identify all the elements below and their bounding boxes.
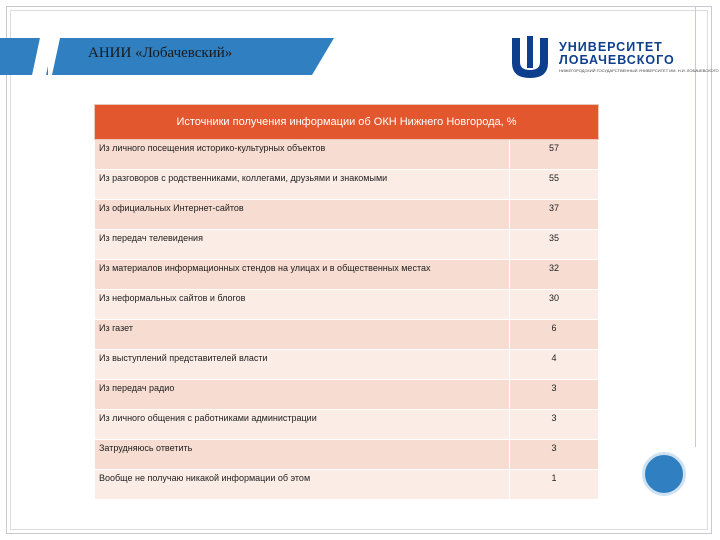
row-label: Вообще не получаю никакой информации об этом: [95, 470, 510, 500]
row-label: Из официальных Интернет-сайтов: [95, 200, 510, 230]
table-row: [95, 170, 599, 200]
table-row: [95, 140, 599, 170]
table-row: [95, 350, 599, 380]
row-label: Из разговоров с родственниками, коллегами, друзьями и знакомыми: [95, 170, 510, 200]
row-label: Из личного посещения историко-культурных объектов: [95, 140, 510, 170]
row-label: Из материалов информационных стендов на улицах и в общественных местах: [95, 260, 510, 290]
row-label: Из передач телевидения: [95, 230, 510, 260]
table-title: Источники получения информации об ОКН Нижнего Новгорода, %: [95, 105, 599, 140]
row-value: 30: [510, 290, 599, 320]
table-row: [95, 470, 599, 500]
row-value: 1: [510, 470, 599, 500]
row-label: Из личного общения с работниками администрации: [95, 410, 510, 440]
row-value: 35: [510, 230, 599, 260]
row-value: 3: [510, 380, 599, 410]
table-row: [95, 290, 599, 320]
table-row: [95, 260, 599, 290]
table-row: [95, 230, 599, 260]
banner-title: АНИИ «Лобачевский»: [88, 45, 233, 61]
decorative-circle: [642, 452, 686, 496]
sources-table: [94, 104, 599, 500]
slide-vertical-rule: [695, 7, 696, 447]
row-label: Из выступлений представителей власти: [95, 350, 510, 380]
row-value: 37: [510, 200, 599, 230]
table-row: [95, 200, 599, 230]
row-value: 6: [510, 320, 599, 350]
table-row: [95, 380, 599, 410]
row-value: 3: [510, 410, 599, 440]
row-label: Затрудняюсь ответить: [95, 440, 510, 470]
logo-line-3: НИЖЕГОРОДСКИЙ ГОСУДАРСТВЕННЫЙ УНИВЕРСИТЕТ ИМ. Н.И. ЛОБАЧЕВСКОГО: [559, 68, 719, 73]
table-row: [95, 320, 599, 350]
table-header-row: [95, 105, 599, 140]
row-value: 55: [510, 170, 599, 200]
row-value: 57: [510, 140, 599, 170]
row-label: Из передач радио: [95, 380, 510, 410]
table-row: [95, 440, 599, 470]
row-label: Из неформальных сайтов и блогов: [95, 290, 510, 320]
logo-line-2: ЛОБАЧЕВСКОГО: [559, 53, 675, 67]
row-value: 3: [510, 440, 599, 470]
table-row: [95, 410, 599, 440]
logo-line-1: УНИВЕРСИТЕТ: [559, 40, 663, 54]
row-value: 32: [510, 260, 599, 290]
row-value: 4: [510, 350, 599, 380]
row-label: Из газет: [95, 320, 510, 350]
